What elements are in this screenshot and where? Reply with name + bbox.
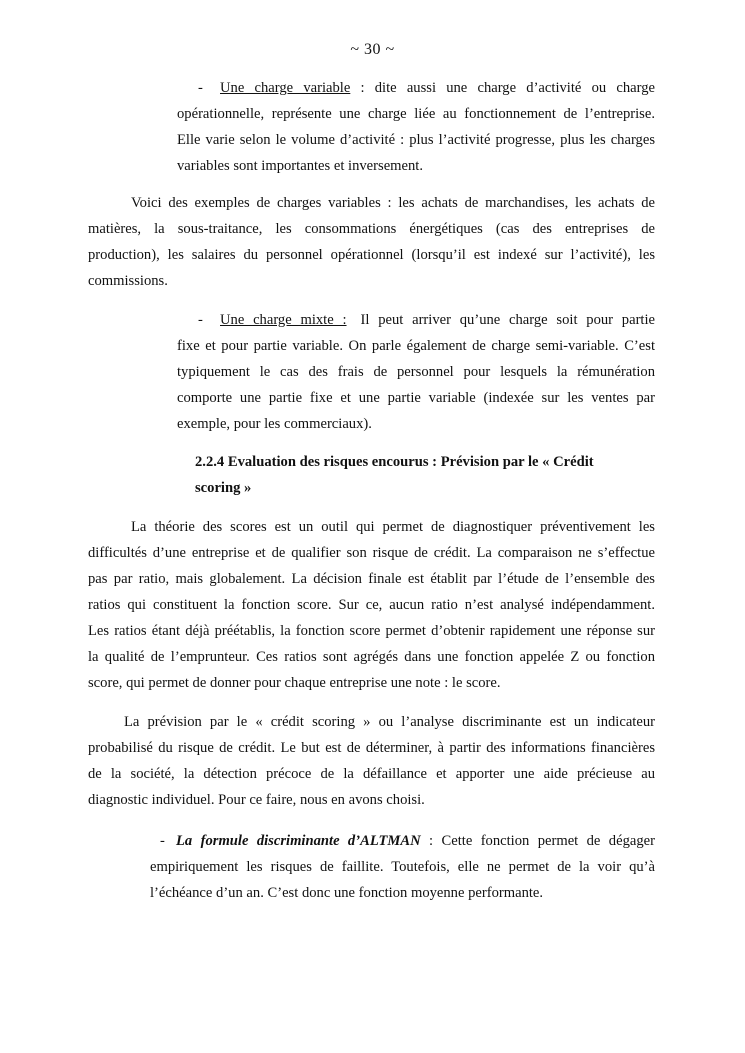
term-charge-mixte: Une charge mixte : <box>220 312 347 328</box>
line: probabilisé du risque de crédit. Le but est de déterminer, à partir des informations financières <box>88 740 655 756</box>
line: matières, la sous-traitance, les consommations énergétiques (cas des entreprises de <box>88 221 655 237</box>
heading-line: scoring » <box>195 480 252 496</box>
line: Il peut arriver qu’une charge soit pour partie <box>360 312 656 328</box>
bullet-dash: - <box>198 80 203 96</box>
line: score, qui permet de donner pour chaque entreprise une note : le score. <box>88 675 501 691</box>
line: difficultés d’une entreprise et de qualifier son risque de crédit. La comparaison ne s’effectue <box>88 545 655 561</box>
line: La théorie des scores est un outil qui permet de diagnostiquer préventivement les <box>131 519 655 535</box>
page-number: ~ 30 ~ <box>350 41 395 58</box>
line: typiquement le cas des frais de personnel pour lesquels la rémunération <box>177 364 655 380</box>
term-colon: : <box>350 80 375 96</box>
line: comporte une partie fixe et une partie variable (indexée sur les ventes par <box>177 390 655 406</box>
line: production), les salaires du personnel opérationnel (lorsqu’il est indexé sur l’activité), les <box>88 247 655 263</box>
altman-item <box>150 828 655 906</box>
line: exemple, pour les commerciaux). <box>177 416 372 432</box>
line: de la société, la détection précoce de la défaillance et apporter une aide précieuse au <box>88 766 655 782</box>
line: opérationnelle, représente une charge liée au fonctionnement de l’entreprise. <box>177 106 655 122</box>
line: la qualité de l’emprunteur. Ces ratios sont agrégés dans une fonction appelée Z ou fonction <box>88 649 655 665</box>
line: Elle varie selon le volume d’activité : plus l’activité progresse, plus les charges <box>177 132 655 148</box>
term-colon: : <box>420 833 442 849</box>
line: Cette fonction permet de dégager <box>441 833 655 849</box>
heading-line: 2.2.4 Evaluation des risques encourus : Prévision par le « Crédit <box>195 454 594 470</box>
line: dite aussi une charge d’activité ou charge <box>374 80 655 96</box>
prevision-paragraph <box>88 709 655 813</box>
line: l’échéance d’un an. C’est donc une fonction moyenne performante. <box>150 885 544 901</box>
scores-paragraph <box>88 514 655 696</box>
bullet-dash: - <box>160 833 165 849</box>
line: fixe et pour partie variable. On parle également de charge semi-variable. C’est <box>177 338 655 354</box>
line: pas par ratio, mais globalement. La décision finale est établit par l’étude de l’ensemble des <box>88 571 655 587</box>
bullet-dash: - <box>198 312 203 328</box>
term-charge-variable: Une charge variable <box>220 80 351 96</box>
line: Voici des exemples de charges variables : les achats de marchandises, les achats de <box>131 195 655 211</box>
line: commissions. <box>88 273 168 289</box>
line: Les ratios étant déjà préétablis, la fonction score permet d’obtenir rapidement une réponse sur <box>88 623 655 639</box>
line: La prévision par le « crédit scoring » ou l’analyse discriminante est un indicateur <box>124 714 655 730</box>
charge-variable-item <box>177 75 655 179</box>
line: variables sont importantes et inversement. <box>177 158 423 174</box>
examples-paragraph <box>88 190 655 294</box>
line: diagnostic individuel. Pour ce faire, nous en avons choisi. <box>88 792 425 808</box>
term-altman: La formule discriminante d’ALTMAN <box>176 833 421 849</box>
section-heading <box>195 449 655 501</box>
line: ratios qui constituent la fonction score. Sur ce, aucun ratio n’est analysé indépendamment. <box>88 597 655 613</box>
line: empiriquement les risques de faillite. Toutefois, elle ne permet de la voir qu’à <box>150 859 655 875</box>
charge-mixte-item <box>177 307 655 437</box>
